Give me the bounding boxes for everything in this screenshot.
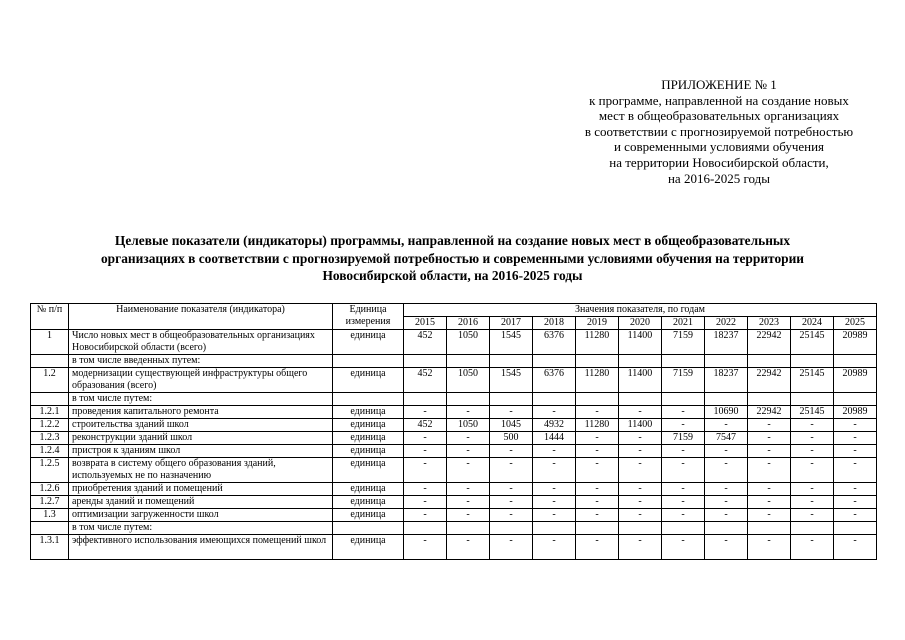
cell-value <box>576 522 619 535</box>
cell-value: - <box>748 509 791 522</box>
cell-value: 10690 <box>705 406 748 419</box>
cell-name: модернизации существующей инфраструктуры общего образования (всего) <box>69 368 333 393</box>
cell-value: - <box>447 535 490 560</box>
cell-name: пристроя к зданиям школ <box>69 445 333 458</box>
cell-value: - <box>705 419 748 432</box>
cell-num: 1 <box>31 330 69 355</box>
cell-value <box>791 393 834 406</box>
table-row <box>31 509 877 522</box>
cell-value <box>705 393 748 406</box>
indicators-table <box>30 303 877 560</box>
cell-value: - <box>834 432 877 445</box>
cell-value: 1045 <box>490 419 533 432</box>
cell-unit: единица <box>333 445 404 458</box>
cell-value: - <box>834 535 877 560</box>
cell-unit: единица <box>333 432 404 445</box>
cell-value <box>834 393 877 406</box>
cell-value: - <box>533 458 576 483</box>
cell-value: - <box>404 509 447 522</box>
cell-value: - <box>490 509 533 522</box>
cell-num: 1.2.4 <box>31 445 69 458</box>
subheading-cell: в том числе путем: <box>69 393 333 406</box>
cell-value: - <box>748 432 791 445</box>
cell-value: - <box>447 445 490 458</box>
cell-value: - <box>748 535 791 560</box>
cell-name: эффективного использования имеющихся помещений школ <box>69 535 333 560</box>
cell-value: 18237 <box>705 368 748 393</box>
year-header: 2025 <box>834 317 877 330</box>
cell-value: - <box>619 445 662 458</box>
table-row <box>31 483 877 496</box>
cell-value <box>404 393 447 406</box>
year-header: 2015 <box>404 317 447 330</box>
cell-value: - <box>791 458 834 483</box>
cell-value <box>791 522 834 535</box>
cell-value: - <box>619 509 662 522</box>
cell-value: 18237 <box>705 330 748 355</box>
cell-unit: единица <box>333 419 404 432</box>
cell-value: 1545 <box>490 330 533 355</box>
cell-value <box>748 393 791 406</box>
cell-name: реконструкции зданий школ <box>69 432 333 445</box>
cell-value: - <box>576 535 619 560</box>
cell-num <box>31 355 69 368</box>
year-header: 2019 <box>576 317 619 330</box>
cell-value <box>619 393 662 406</box>
cell-value: 1444 <box>533 432 576 445</box>
cell-value: - <box>576 445 619 458</box>
cell-value: - <box>705 445 748 458</box>
cell-value: - <box>576 406 619 419</box>
cell-num <box>31 393 69 406</box>
cell-unit: единица <box>333 458 404 483</box>
cell-value <box>791 355 834 368</box>
table-row <box>31 445 877 458</box>
cell-value: - <box>662 509 705 522</box>
header-values: Значения показателя, по годам <box>404 304 877 317</box>
cell-value: - <box>490 535 533 560</box>
cell-name: оптимизации загруженности школ <box>69 509 333 522</box>
cell-name: строительства зданий школ <box>69 419 333 432</box>
title-line: Целевые показатели (индикаторы) программы, направленной на создание новых мест в общеобразовательных <box>114 233 791 248</box>
cell-value: - <box>748 496 791 509</box>
cell-value: - <box>533 509 576 522</box>
cell-name: Число новых мест в общеобразовательных организациях Новосибирской области (всего) <box>69 330 333 355</box>
cell-value: 25145 <box>791 368 834 393</box>
cell-value: 1050 <box>447 368 490 393</box>
cell-value: - <box>404 483 447 496</box>
table-row <box>31 458 877 483</box>
cell-value: - <box>490 496 533 509</box>
cell-value: 1050 <box>447 330 490 355</box>
cell-value <box>619 522 662 535</box>
table-row <box>31 406 877 419</box>
cell-value: 20989 <box>834 406 877 419</box>
appendix-line: и современными условиями обучения <box>613 139 825 155</box>
cell-value: - <box>404 458 447 483</box>
cell-value: - <box>662 406 705 419</box>
cell-unit: единица <box>333 509 404 522</box>
cell-value <box>533 355 576 368</box>
cell-value: - <box>662 496 705 509</box>
cell-value: - <box>791 535 834 560</box>
year-header: 2021 <box>662 317 705 330</box>
cell-value <box>447 393 490 406</box>
year-header: 2018 <box>533 317 576 330</box>
cell-value: - <box>447 496 490 509</box>
cell-value: - <box>619 496 662 509</box>
year-header: 2022 <box>705 317 748 330</box>
year-header: 2020 <box>619 317 662 330</box>
cell-value: - <box>834 445 877 458</box>
cell-value: - <box>576 458 619 483</box>
cell-value <box>662 522 705 535</box>
cell-value: - <box>705 509 748 522</box>
cell-value: - <box>404 496 447 509</box>
header-unit: Единица измерения <box>333 304 404 330</box>
cell-value: - <box>834 483 877 496</box>
cell-value: - <box>447 458 490 483</box>
cell-value <box>576 355 619 368</box>
table-row <box>31 496 877 509</box>
cell-value: - <box>705 496 748 509</box>
title-line: Новосибирской области, на 2016-2025 годы <box>322 268 583 283</box>
cell-value <box>662 355 705 368</box>
table-header <box>31 304 877 330</box>
cell-value: - <box>490 445 533 458</box>
cell-value <box>834 355 877 368</box>
title-line: организациях в соответствии с прогнозируемой потребностью и современными условиями обучения на территории <box>100 250 805 266</box>
table-row <box>31 330 877 355</box>
cell-value <box>705 355 748 368</box>
cell-num: 1.3.1 <box>31 535 69 560</box>
cell-value: - <box>834 458 877 483</box>
table-row <box>31 355 877 368</box>
cell-value: - <box>705 483 748 496</box>
cell-value <box>748 522 791 535</box>
cell-value: 11400 <box>619 419 662 432</box>
cell-value: - <box>662 445 705 458</box>
cell-value: 7547 <box>705 432 748 445</box>
cell-unit <box>333 393 404 406</box>
cell-value: 452 <box>404 330 447 355</box>
cell-value: - <box>748 419 791 432</box>
cell-value: - <box>705 535 748 560</box>
cell-value: 22942 <box>748 330 791 355</box>
cell-value: - <box>490 406 533 419</box>
cell-value: - <box>748 445 791 458</box>
cell-value: - <box>404 535 447 560</box>
cell-value: - <box>576 509 619 522</box>
cell-value <box>748 355 791 368</box>
cell-value: - <box>576 496 619 509</box>
cell-value: - <box>791 483 834 496</box>
cell-unit: единица <box>333 496 404 509</box>
cell-value: - <box>533 535 576 560</box>
cell-value: - <box>748 458 791 483</box>
appendix-line: на 2016-2025 годы <box>667 170 771 186</box>
cell-value: - <box>404 406 447 419</box>
cell-value <box>447 355 490 368</box>
cell-value: - <box>791 445 834 458</box>
table-row <box>31 535 877 560</box>
cell-value: - <box>533 483 576 496</box>
cell-unit: единица <box>333 483 404 496</box>
cell-value: 25145 <box>791 330 834 355</box>
cell-value <box>490 355 533 368</box>
year-header: 2023 <box>748 317 791 330</box>
cell-value: 11400 <box>619 330 662 355</box>
cell-value: - <box>662 419 705 432</box>
cell-num: 1.2.1 <box>31 406 69 419</box>
cell-unit: единица <box>333 330 404 355</box>
cell-value: - <box>576 432 619 445</box>
cell-value: - <box>619 432 662 445</box>
cell-num: 1.2 <box>31 368 69 393</box>
cell-value: 11280 <box>576 368 619 393</box>
cell-value <box>533 522 576 535</box>
cell-value: 20989 <box>834 330 877 355</box>
year-header: 2024 <box>791 317 834 330</box>
cell-value: 500 <box>490 432 533 445</box>
cell-value: - <box>404 432 447 445</box>
cell-name: аренды зданий и помещений <box>69 496 333 509</box>
document-title <box>40 232 865 285</box>
table-row <box>31 522 877 535</box>
cell-value: - <box>791 432 834 445</box>
cell-value: 11280 <box>576 419 619 432</box>
cell-name: приобретения зданий и помещений <box>69 483 333 496</box>
header-num: № п/п <box>31 304 69 330</box>
cell-value: - <box>619 483 662 496</box>
cell-unit <box>333 522 404 535</box>
cell-unit: единица <box>333 535 404 560</box>
cell-value <box>619 355 662 368</box>
cell-value: 1545 <box>490 368 533 393</box>
cell-value <box>834 522 877 535</box>
cell-value: - <box>447 406 490 419</box>
cell-value: - <box>705 458 748 483</box>
cell-value <box>447 522 490 535</box>
cell-value: - <box>662 458 705 483</box>
cell-value: - <box>447 432 490 445</box>
cell-value <box>490 393 533 406</box>
cell-value <box>705 522 748 535</box>
cell-value: 7159 <box>662 432 705 445</box>
cell-value: 4932 <box>533 419 576 432</box>
cell-value <box>490 522 533 535</box>
cell-value: 11280 <box>576 330 619 355</box>
cell-value: 20989 <box>834 368 877 393</box>
appendix-line: на территории Новосибирской области, <box>609 154 829 170</box>
year-header: 2017 <box>490 317 533 330</box>
cell-num <box>31 522 69 535</box>
cell-value <box>404 522 447 535</box>
cell-value: - <box>791 419 834 432</box>
table-body <box>31 330 877 560</box>
cell-num: 1.2.5 <box>31 458 69 483</box>
cell-value: - <box>490 458 533 483</box>
cell-value: 6376 <box>533 330 576 355</box>
cell-value: - <box>619 535 662 560</box>
cell-num: 1.2.3 <box>31 432 69 445</box>
cell-value: - <box>834 509 877 522</box>
table-row <box>31 432 877 445</box>
cell-num: 1.2.6 <box>31 483 69 496</box>
cell-value: - <box>533 445 576 458</box>
cell-value: 6376 <box>533 368 576 393</box>
year-header: 2016 <box>447 317 490 330</box>
cell-value: 22942 <box>748 368 791 393</box>
cell-name: проведения капитального ремонта <box>69 406 333 419</box>
cell-value: - <box>533 496 576 509</box>
cell-value: 452 <box>404 419 447 432</box>
cell-num: 1.2.7 <box>31 496 69 509</box>
subheading-cell: в том числе путем: <box>69 522 333 535</box>
cell-value: - <box>404 445 447 458</box>
cell-value: - <box>447 509 490 522</box>
appendix-line: к программе, направленной на создание новых <box>589 92 849 108</box>
cell-value: 7159 <box>662 368 705 393</box>
cell-value: - <box>748 483 791 496</box>
cell-value: - <box>834 419 877 432</box>
appendix-line: мест в общеобразовательных организациях <box>598 108 840 124</box>
cell-num: 1.2.2 <box>31 419 69 432</box>
cell-value: - <box>791 496 834 509</box>
header-name: Наименование показателя (индикатора) <box>69 304 333 330</box>
cell-num: 1.3 <box>31 509 69 522</box>
cell-value <box>404 355 447 368</box>
cell-value: - <box>576 483 619 496</box>
cell-unit <box>333 355 404 368</box>
cell-unit: единица <box>333 406 404 419</box>
cell-value: 22942 <box>748 406 791 419</box>
cell-value: - <box>662 535 705 560</box>
cell-value: - <box>834 496 877 509</box>
cell-value: 11400 <box>619 368 662 393</box>
table-row <box>31 393 877 406</box>
cell-value: - <box>619 458 662 483</box>
cell-value: - <box>490 483 533 496</box>
cell-value: - <box>533 406 576 419</box>
appendix-line: в соответствии с прогнозируемой потребностью <box>584 123 854 139</box>
cell-value: - <box>447 483 490 496</box>
cell-value: 452 <box>404 368 447 393</box>
table-row <box>31 419 877 432</box>
cell-value <box>662 393 705 406</box>
cell-value: - <box>791 509 834 522</box>
cell-unit: единица <box>333 368 404 393</box>
appendix-header <box>560 77 878 186</box>
cell-value: - <box>662 483 705 496</box>
cell-value: 7159 <box>662 330 705 355</box>
cell-value <box>533 393 576 406</box>
cell-name: возврата в систему общего образования зданий, используемых не по назначению <box>69 458 333 483</box>
table-row <box>31 368 877 393</box>
cell-value: 25145 <box>791 406 834 419</box>
subheading-cell: в том числе введенных путем: <box>69 355 333 368</box>
cell-value: - <box>619 406 662 419</box>
cell-value: 1050 <box>447 419 490 432</box>
appendix-line: ПРИЛОЖЕНИЕ № 1 <box>661 77 777 92</box>
cell-value <box>576 393 619 406</box>
